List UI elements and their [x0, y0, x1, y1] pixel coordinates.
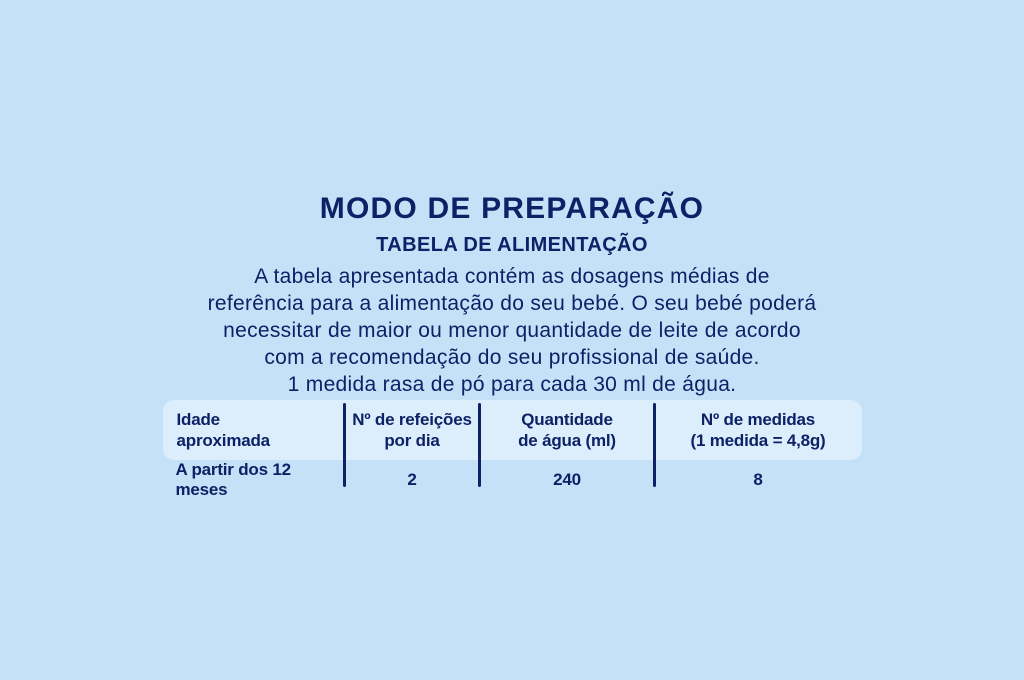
header-line: Nº de refeições	[352, 410, 472, 429]
header-scoops-column	[655, 409, 862, 451]
header-line: Quantidade	[521, 410, 613, 429]
intro-text	[0, 257, 1024, 398]
table-row	[163, 460, 862, 499]
header-line: Nº de medidas	[700, 410, 816, 429]
water-value: 240	[553, 470, 581, 489]
header-line: por dia	[384, 431, 440, 450]
age-value: A partir dos 12 meses	[175, 460, 291, 499]
page-title: MODO DE PREPARAÇÃO	[319, 192, 705, 225]
header-age-column	[163, 409, 345, 451]
intro-line: necessitar de maior ou menor quantidade de leite de acordo	[223, 319, 801, 342]
section-subtitle: TABELA DE ALIMENTAÇÃO	[376, 234, 648, 256]
header-line: Idade	[176, 410, 220, 429]
header-line: aproximada	[176, 431, 270, 450]
feeding-table-header	[163, 400, 862, 460]
intro-line: 1 medida rasa de pó para cada 30 ml de água.	[287, 373, 737, 396]
header-meals-column	[345, 409, 480, 451]
column-divider	[478, 403, 481, 487]
header-water-column	[480, 409, 655, 451]
feeding-table	[163, 400, 862, 499]
scoops-value: 8	[753, 470, 763, 489]
header-line: de água (ml)	[518, 431, 616, 450]
meals-value: 2	[407, 470, 417, 489]
intro-line: referência para a alimentação do seu bebé. O seu bebé poderá	[207, 292, 817, 315]
column-divider	[653, 403, 656, 487]
column-divider	[343, 403, 346, 487]
intro-line: com a recomendação do seu profissional de saúde.	[264, 346, 760, 369]
header-line: (1 medida = 4,8g)	[690, 431, 826, 450]
intro-line: A tabela apresentada contém as dosagens médias de	[254, 265, 770, 288]
